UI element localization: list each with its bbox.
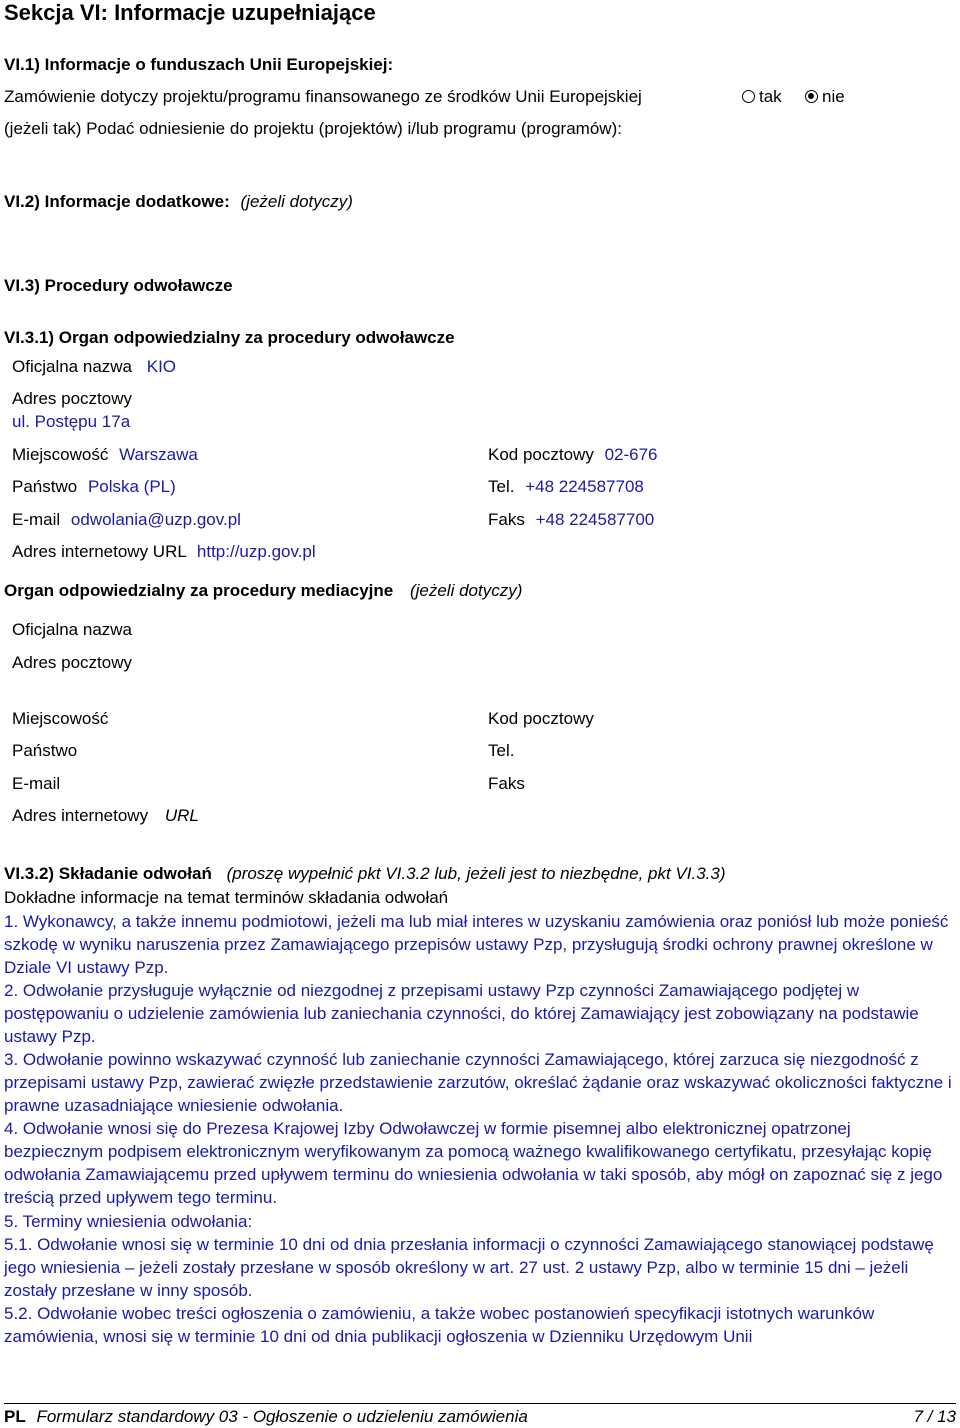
fax-label: Faks [488, 510, 525, 529]
section-title: Sekcja VI: Informacje uzupełniające [4, 0, 376, 25]
mediation-url-label: Adres internetowy [12, 806, 149, 825]
fax-row [488, 510, 654, 530]
mediation-heading-text: Organ odpowiedzialny za procedury mediacyjne [4, 581, 394, 600]
country-row [12, 477, 176, 497]
vi1-heading: VI.1) Informacje o funduszach Unii Europejskiej: [4, 55, 394, 74]
postcode-row [488, 445, 658, 465]
official-name-row [12, 357, 176, 377]
postcode-value: 02-676 [604, 445, 658, 464]
email-link[interactable]: odwolania@uzp.gov.pl [70, 510, 241, 529]
appeal-paragraph-4: 4. Odwołanie wnosi się do Prezesa Krajowej Izby Odwoławczej w formie pisemnej albo elektronicznej opatrzonej bezpiecznym podpisem elektronicznym weryfikowanym za pomocą ważnego kwalifikowanego certyfikatu, przesyłając kopię odwołania Zamawiającemu przed upływem terminu do wniesienia odwołania w taki sposób, aby mógł on zapoznać się z jego treścią przed upływem tego terminu. [4, 1119, 943, 1207]
appeal-paragraph-5-1: 5.1. Odwołanie wnosi się w terminie 10 dni od dnia przesłania informacji o czynności Zamawiającego stanowiącej podstawę jego wniesienia – jeżeli zostały przesłane w sposób określony w art. 27 ust. 2 ustawy Pzp, albo w terminie 15 dni – jeżeli zostały przesłane w inny sposób. [4, 1235, 934, 1300]
radio-unchecked-icon[interactable] [742, 90, 755, 103]
official-name-value: KIO [146, 357, 177, 376]
mediation-official-name-label: Oficjalna nazwa [12, 620, 133, 639]
mediation-fax-label: Faks [488, 774, 525, 793]
vi32-heading-text: VI.3.2) Składanie odwołań [4, 864, 212, 883]
footer-divider [4, 1403, 956, 1404]
url-label: Adres internetowy URL [12, 542, 187, 561]
mediation-url-suffix: URL [164, 806, 199, 825]
appeal-paragraph-3: 3. Odwołanie powinno wskazywać czynność lub zaniechanie czynności Zamawiającego, której zarzuca się niezgodność z przepisami ustawy Pzp, zawierać zwięzłe przedstawienie zarzutów, określać żądanie oraz wskazywać okoliczności faktyczne i prawne uzasadniające wniesienie odwołania. [4, 1050, 952, 1115]
mediation-note: (jeżeli dotyczy) [409, 581, 523, 600]
radio-option-yes-label: tak [759, 87, 782, 106]
town-label: Miejscowość [12, 445, 109, 464]
vi3-heading: VI.3) Procedury odwoławcze [4, 276, 233, 295]
footer-left [4, 1407, 528, 1427]
phone-value: +48 224587708 [525, 477, 644, 496]
radio-option-no[interactable] [805, 87, 845, 107]
email-label: E-mail [12, 510, 61, 529]
fax-value: +48 224587700 [535, 510, 655, 529]
vi31-heading: VI.3.1) Organ odpowiedzialny za procedury odwoławcze [4, 328, 455, 347]
mediation-heading [4, 581, 522, 601]
appeal-details-label: Dokładne informacje na temat terminów składania odwołań [4, 888, 449, 907]
radio-option-yes[interactable] [742, 87, 782, 107]
postal-address-label: Adres pocztowy [12, 389, 132, 408]
mediation-postcode-label: Kod pocztowy [488, 709, 594, 728]
country-label: Państwo [12, 477, 78, 496]
url-row [12, 542, 316, 562]
url-link[interactable]: http://uzp.gov.pl [196, 542, 316, 561]
mediation-url-row [12, 806, 199, 826]
footer-page-number: 7 / 13 [913, 1407, 956, 1426]
official-name-label: Oficjalna nazwa [12, 357, 133, 376]
email-row [12, 510, 241, 530]
mediation-phone-label: Tel. [488, 741, 515, 760]
project-reference-label: (jeżeli tak) Podać odniesienie do projektu (projektów) i/lub programu (programów): [4, 119, 622, 138]
vi32-note: (proszę wypełnić pkt VI.3.2 lub, jeżeli jest to niezbędne, pkt VI.3.3) [226, 864, 726, 883]
eu-funds-question: Zamówienie dotyczy projektu/programu finansowanego ze środków Unii Europejskiej [4, 87, 642, 106]
vi2-heading [4, 192, 353, 212]
vi2-note: (jeżeli dotyczy) [240, 192, 353, 211]
radio-checked-icon[interactable] [805, 90, 818, 103]
postal-address-value: ul. Postępu 17a [12, 412, 131, 431]
footer-form-name: Formularz standardowy 03 - Ogłoszenie o udzieleniu zamówienia [36, 1407, 528, 1426]
appeal-paragraph-1: 1. Wykonawcy, a także innemu podmiotowi, jeżeli ma lub miał interes w uzyskaniu zamówienia oraz poniósł lub może ponieść szkodę w wyniku naruszenia przez Zamawiającego przepisów ustawy Pzp, przysługują środki ochrony prawnej określone w Dziale VI ustawy Pzp. [4, 912, 949, 977]
phone-row [488, 477, 644, 497]
town-value: Warszawa [119, 445, 198, 464]
appeal-paragraph-2: 2. Odwołanie przysługuje wyłącznie od niezgodnej z przepisami ustawy Pzp czynności Zamawiającego podjętej w postępowaniu o udzielenie zamówienia lub zaniechania czynności, do której Zamawiający jest zobowiązany na podstawie ustawy Pzp. [4, 981, 919, 1046]
appeal-paragraph-5: 5. Terminy wniesienia odwołania: [4, 1212, 253, 1231]
radio-option-no-label: nie [822, 87, 845, 106]
mediation-postal-address-label: Adres pocztowy [12, 653, 132, 672]
phone-label: Tel. [488, 477, 515, 496]
country-value: Polska (PL) [87, 477, 176, 496]
vi32-heading [4, 864, 726, 884]
appeal-paragraph-5-2: 5.2. Odwołanie wobec treści ogłoszenia o zamówieniu, a także wobec postanowień specyfikacji istotnych warunków zamówienia, wnosi się w terminie 10 dni od dnia publikacji ogłoszenia w Dzienniku Urzędowym Unii [4, 1304, 875, 1346]
mediation-town-label: Miejscowość [12, 709, 109, 728]
town-row [12, 445, 198, 465]
mediation-country-label: Państwo [12, 741, 78, 760]
vi2-heading-text: VI.2) Informacje dodatkowe: [4, 192, 230, 211]
footer-lang: PL [4, 1407, 26, 1426]
mediation-email-label: E-mail [12, 774, 61, 793]
postcode-label: Kod pocztowy [488, 445, 594, 464]
